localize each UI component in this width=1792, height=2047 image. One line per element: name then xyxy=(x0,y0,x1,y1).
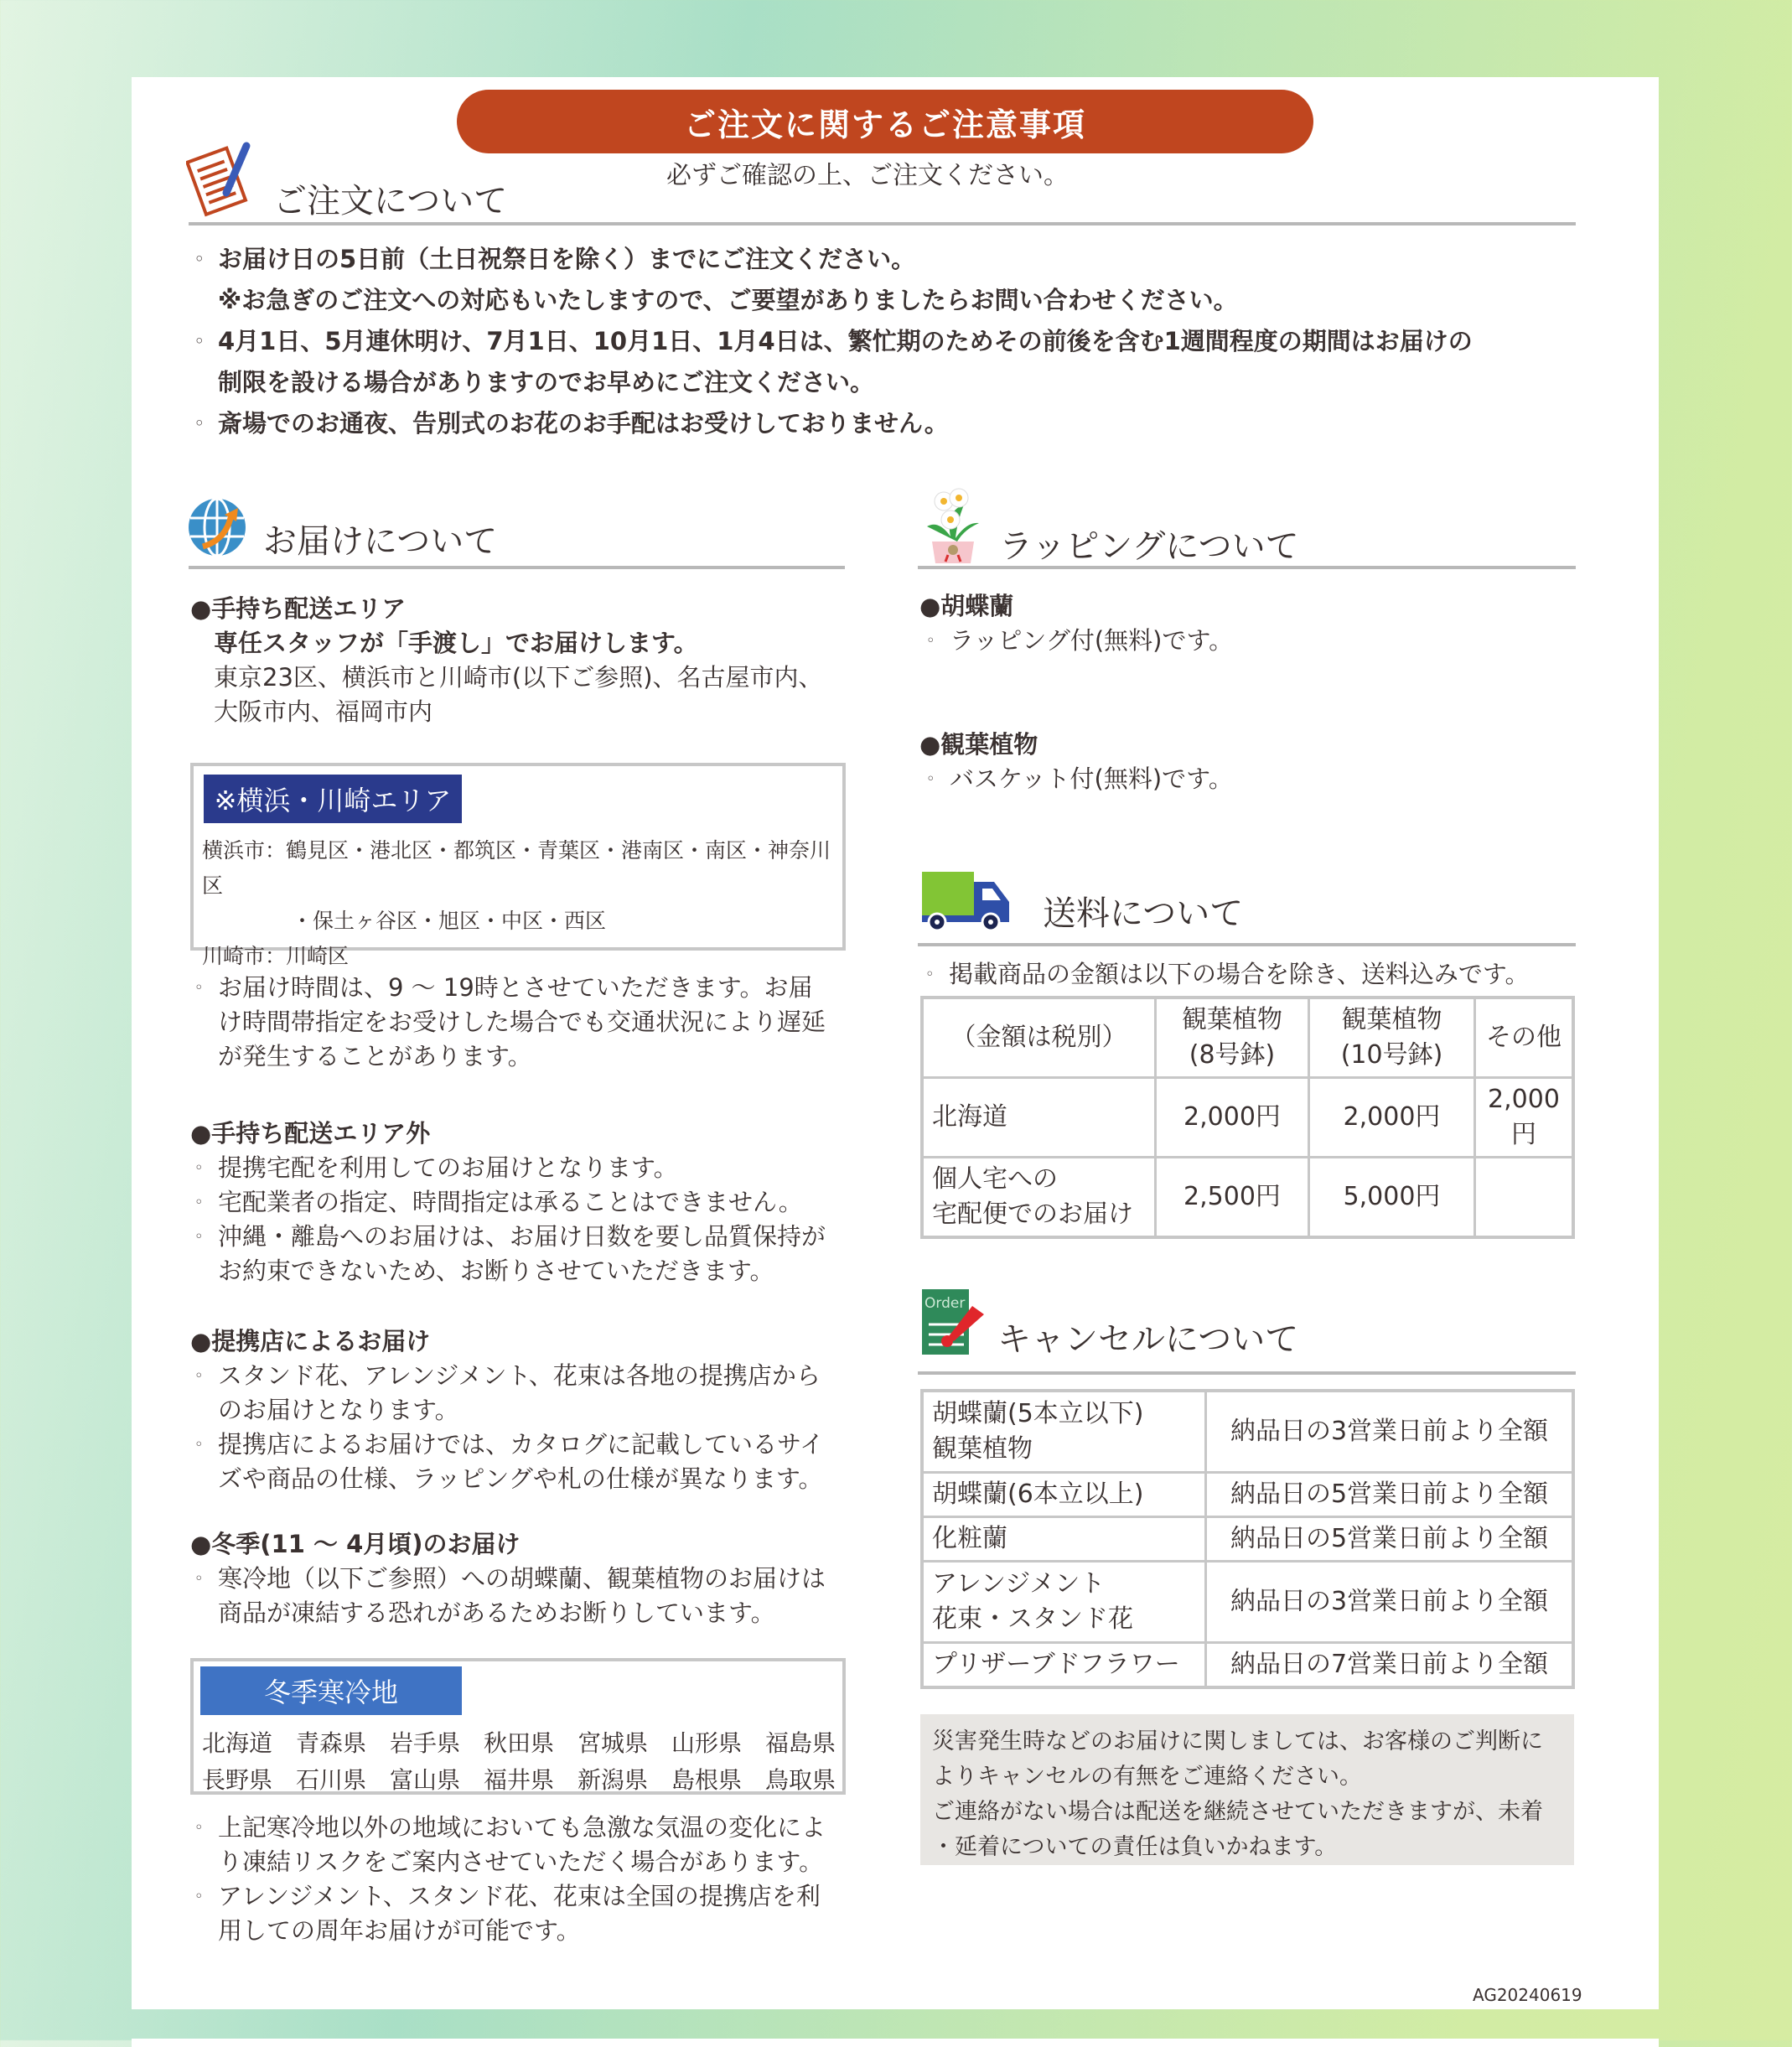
prefecture: 長野県 xyxy=(202,1766,273,1794)
wrapping-section-header xyxy=(920,486,1299,566)
delivery-time-note: ◦ お届け時間は、9 ～ 19時とさせていただきます。お届 け時間帯指定をお受けした場合でも交通状況により遅延 が発生することがあります。 xyxy=(194,973,826,1070)
section-title: ご注文について xyxy=(273,182,508,220)
order-note-cont: ※お急ぎのご注文への対応もいたしますので、ご要望がありましたらお問い合わせください。 xyxy=(218,286,1238,314)
outside-area-block: ●手持ち配送エリア外 ◦ 提携宅配を利用してのお届けとなります。 ◦ 宅配業者の指定、時間指定は承ることはできません。 ◦ 沖縄・離島へのお届けは、お届け日数を要し品質保持が お約束できないため、お断りさせていただきます。 xyxy=(190,1117,826,1288)
prefecture: 青森県 xyxy=(296,1729,367,1757)
section-title: ラッピングについて xyxy=(999,527,1299,566)
table-header-cell: 観葉植物 (8号鉢) xyxy=(1156,998,1309,1078)
prefecture: 福島県 xyxy=(765,1729,836,1757)
table-row xyxy=(922,1078,1573,1158)
cold-region-tag: 冬季寒冷地 xyxy=(200,1666,462,1715)
partner-shop-heading: ●提携店によるお届け xyxy=(190,1327,431,1355)
cancel-policy-table xyxy=(920,1389,1575,1689)
wrapping-foliage: ●観葉植物 ◦ バスケット付(無料)です。 xyxy=(919,730,1233,793)
table-cell: 納品日の5営業日前より全額 xyxy=(1206,1517,1574,1562)
order-note: ◦ 4月1日、5月連休明け、7月1日、10月1日、1月4日は、繁忙期のためその前後を含む1週間程度の期間はお届けの xyxy=(194,327,1473,355)
table-cell: プリザーブドフラワー xyxy=(922,1643,1206,1688)
potted-orchid-icon xyxy=(920,486,984,563)
table-cell: 納品日の5営業日前より全額 xyxy=(1206,1473,1574,1517)
area-line: ・保土ヶ谷区・旭区・中区・西区 xyxy=(292,909,607,933)
delivery-section-header xyxy=(186,496,498,561)
table-cell: 納品日の3営業日前より全額 xyxy=(1206,1562,1574,1643)
table-cell: 納品日の3営業日前より全額 xyxy=(1206,1391,1574,1473)
delivery-truck-icon xyxy=(922,872,1013,930)
outside-area-heading: ●手持ち配送エリア外 xyxy=(190,1119,431,1148)
table-cell: アレンジメント 花束・スタンド花 xyxy=(922,1562,1206,1643)
document-pen-icon xyxy=(186,141,258,218)
prefecture-list xyxy=(202,1725,859,1796)
section-title: お届けについて xyxy=(263,522,498,561)
prefecture: 秋田県 xyxy=(484,1729,555,1757)
prefecture: 福井県 xyxy=(484,1766,555,1794)
winter-heading: ●冬季(11 ～ 4月頃)のお届け xyxy=(190,1530,521,1558)
section-divider xyxy=(918,566,1576,569)
prefecture: 宮城県 xyxy=(577,1729,649,1757)
order-section-header xyxy=(186,141,507,218)
section-title: 送料について xyxy=(1043,894,1244,933)
section-divider xyxy=(189,566,845,569)
hand-delivery-heading: ●手持ち配送エリア xyxy=(190,594,407,623)
hand-delivery-areas: 大阪市内、福岡市内 xyxy=(214,697,433,726)
table-row xyxy=(922,1643,1573,1688)
prefecture: 鳥取県 xyxy=(765,1766,836,1794)
wrapping-orchid: ●胡蝶蘭 ◦ ラッピング付(無料)です。 xyxy=(919,592,1234,655)
prefecture: 島根県 xyxy=(671,1766,743,1794)
table-header-cell: 観葉植物 (10号鉢) xyxy=(1309,998,1475,1078)
table-cell xyxy=(1475,1158,1574,1238)
table-row xyxy=(922,1473,1573,1517)
hand-delivery-subheading: 専任スタッフが「手渡し」でお届けします。 xyxy=(214,629,698,657)
page-title: ご注文に関するご注意事項 xyxy=(683,106,1086,143)
page-subtitle: 必ずご確認の上、ご注文ください。 xyxy=(666,161,1069,190)
prefecture: 北海道 xyxy=(202,1729,273,1757)
table-header-row xyxy=(922,998,1573,1078)
document-id: AG20240619 xyxy=(1473,1985,1582,2005)
table-header-cell: （金額は税別） xyxy=(922,998,1156,1078)
partner-shop-block: ●提携店によるお届け ◦ スタンド花、アレンジメント、花束は各地の提携店から のお届けとなります。 ◦ 提携店によるお届けでは、カタログに記載しているサイ ズや商品の仕様、ラッピングや札の仕様が異なります。 xyxy=(190,1324,824,1496)
globe-arrow-icon xyxy=(186,496,248,558)
order-notes xyxy=(194,239,1473,444)
section-divider xyxy=(918,943,1576,946)
table-cell: 北海道 xyxy=(922,1078,1156,1158)
hand-delivery-areas: 東京23区、横浜市と川崎市(以下ご参照)、名古屋市内、 xyxy=(214,663,823,692)
prefecture: 石川県 xyxy=(296,1766,367,1794)
svg-text:Order: Order xyxy=(924,1295,966,1312)
prefecture: 岩手県 xyxy=(390,1729,461,1757)
table-cell: 納品日の7営業日前より全額 xyxy=(1206,1643,1574,1688)
winter-block: ●冬季(11 ～ 4月頃)のお届け ◦ 寒冷地（以下ご参照）への胡蝶蘭、観葉植物のお届けは 商品が凍結する恐れがあるためお断りしています。 xyxy=(190,1527,826,1630)
prefecture: 山形県 xyxy=(671,1729,743,1757)
table-cell: 胡蝶蘭(6本立以上) xyxy=(922,1473,1206,1517)
prefecture: 新潟県 xyxy=(577,1766,649,1794)
area-list xyxy=(202,833,842,974)
table-cell: 2,000円 xyxy=(1475,1078,1574,1158)
section-divider xyxy=(918,1371,1576,1375)
yokohama-kawasaki-box xyxy=(190,763,846,968)
winter-after-notes: ◦ 上記寒冷地以外の地域においても急激な気温の変化によ り凍結リスクをご案内させていただく場合があります。 ◦ アレンジメント、スタンド花、花束は全国の提携店を利 用しての周年お届けが可能です。 xyxy=(194,1813,826,1945)
table-cell: 2,500円 xyxy=(1156,1158,1309,1238)
table-cell: 個人宅への 宅配便でのお届け xyxy=(922,1158,1156,1238)
table-header-cell: その他 xyxy=(1475,998,1574,1078)
table-cell: 化粧蘭 xyxy=(922,1517,1206,1562)
shipping-section-header xyxy=(922,872,1244,933)
table-row xyxy=(922,1562,1573,1643)
section-title: キャンセルについて xyxy=(997,1320,1299,1359)
area-line: 川崎市：川崎区 xyxy=(202,944,350,968)
area-line: 横浜市：鶴見区・港北区・都筑区・青葉区・港南区・南区・神奈川区 xyxy=(202,838,831,898)
table-cell: 2,000円 xyxy=(1309,1078,1475,1158)
order-note: ◦ お届け日の5日前（土日祝祭日を除く）までにご注文ください。 xyxy=(194,245,916,273)
order-note-cont: 制限を設ける場合がありますのでお早めにご注文ください。 xyxy=(218,368,875,396)
shipping-note: ◦ 掲載商品の金額は以下の場合を除き、送料込みです。 xyxy=(925,960,1530,988)
order-note: ◦ 斎場でのお通夜、告別式のお花のお手配はお受けしておりません。 xyxy=(194,409,949,438)
table-cell: 5,000円 xyxy=(1309,1158,1475,1238)
section-divider xyxy=(189,222,1576,225)
cold-region-box xyxy=(190,1658,846,1795)
table-cell: 胡蝶蘭(5本立以下) 観葉植物 xyxy=(922,1391,1206,1473)
page-title-banner xyxy=(457,90,1313,153)
table-row xyxy=(922,1517,1573,1562)
order-alert-icon xyxy=(922,1289,987,1356)
area-tag: ※横浜・川崎エリア xyxy=(204,775,462,823)
shipping-fee-table xyxy=(920,996,1575,1239)
table-row xyxy=(922,1391,1573,1473)
table-cell: 2,000円 xyxy=(1156,1078,1309,1158)
cancel-section-header xyxy=(922,1289,1299,1359)
hand-delivery-block xyxy=(190,592,823,729)
prefecture: 富山県 xyxy=(390,1766,461,1794)
table-row xyxy=(922,1158,1573,1238)
disaster-note: 災害発生時などのお届けに関しましては、お客様のご判断に よりキャンセルの有無をご連絡ください。 ご連絡がない場合は配送を継続させていただきますが、未着 ・延着についての責任は負いかねます。 xyxy=(920,1714,1574,1865)
